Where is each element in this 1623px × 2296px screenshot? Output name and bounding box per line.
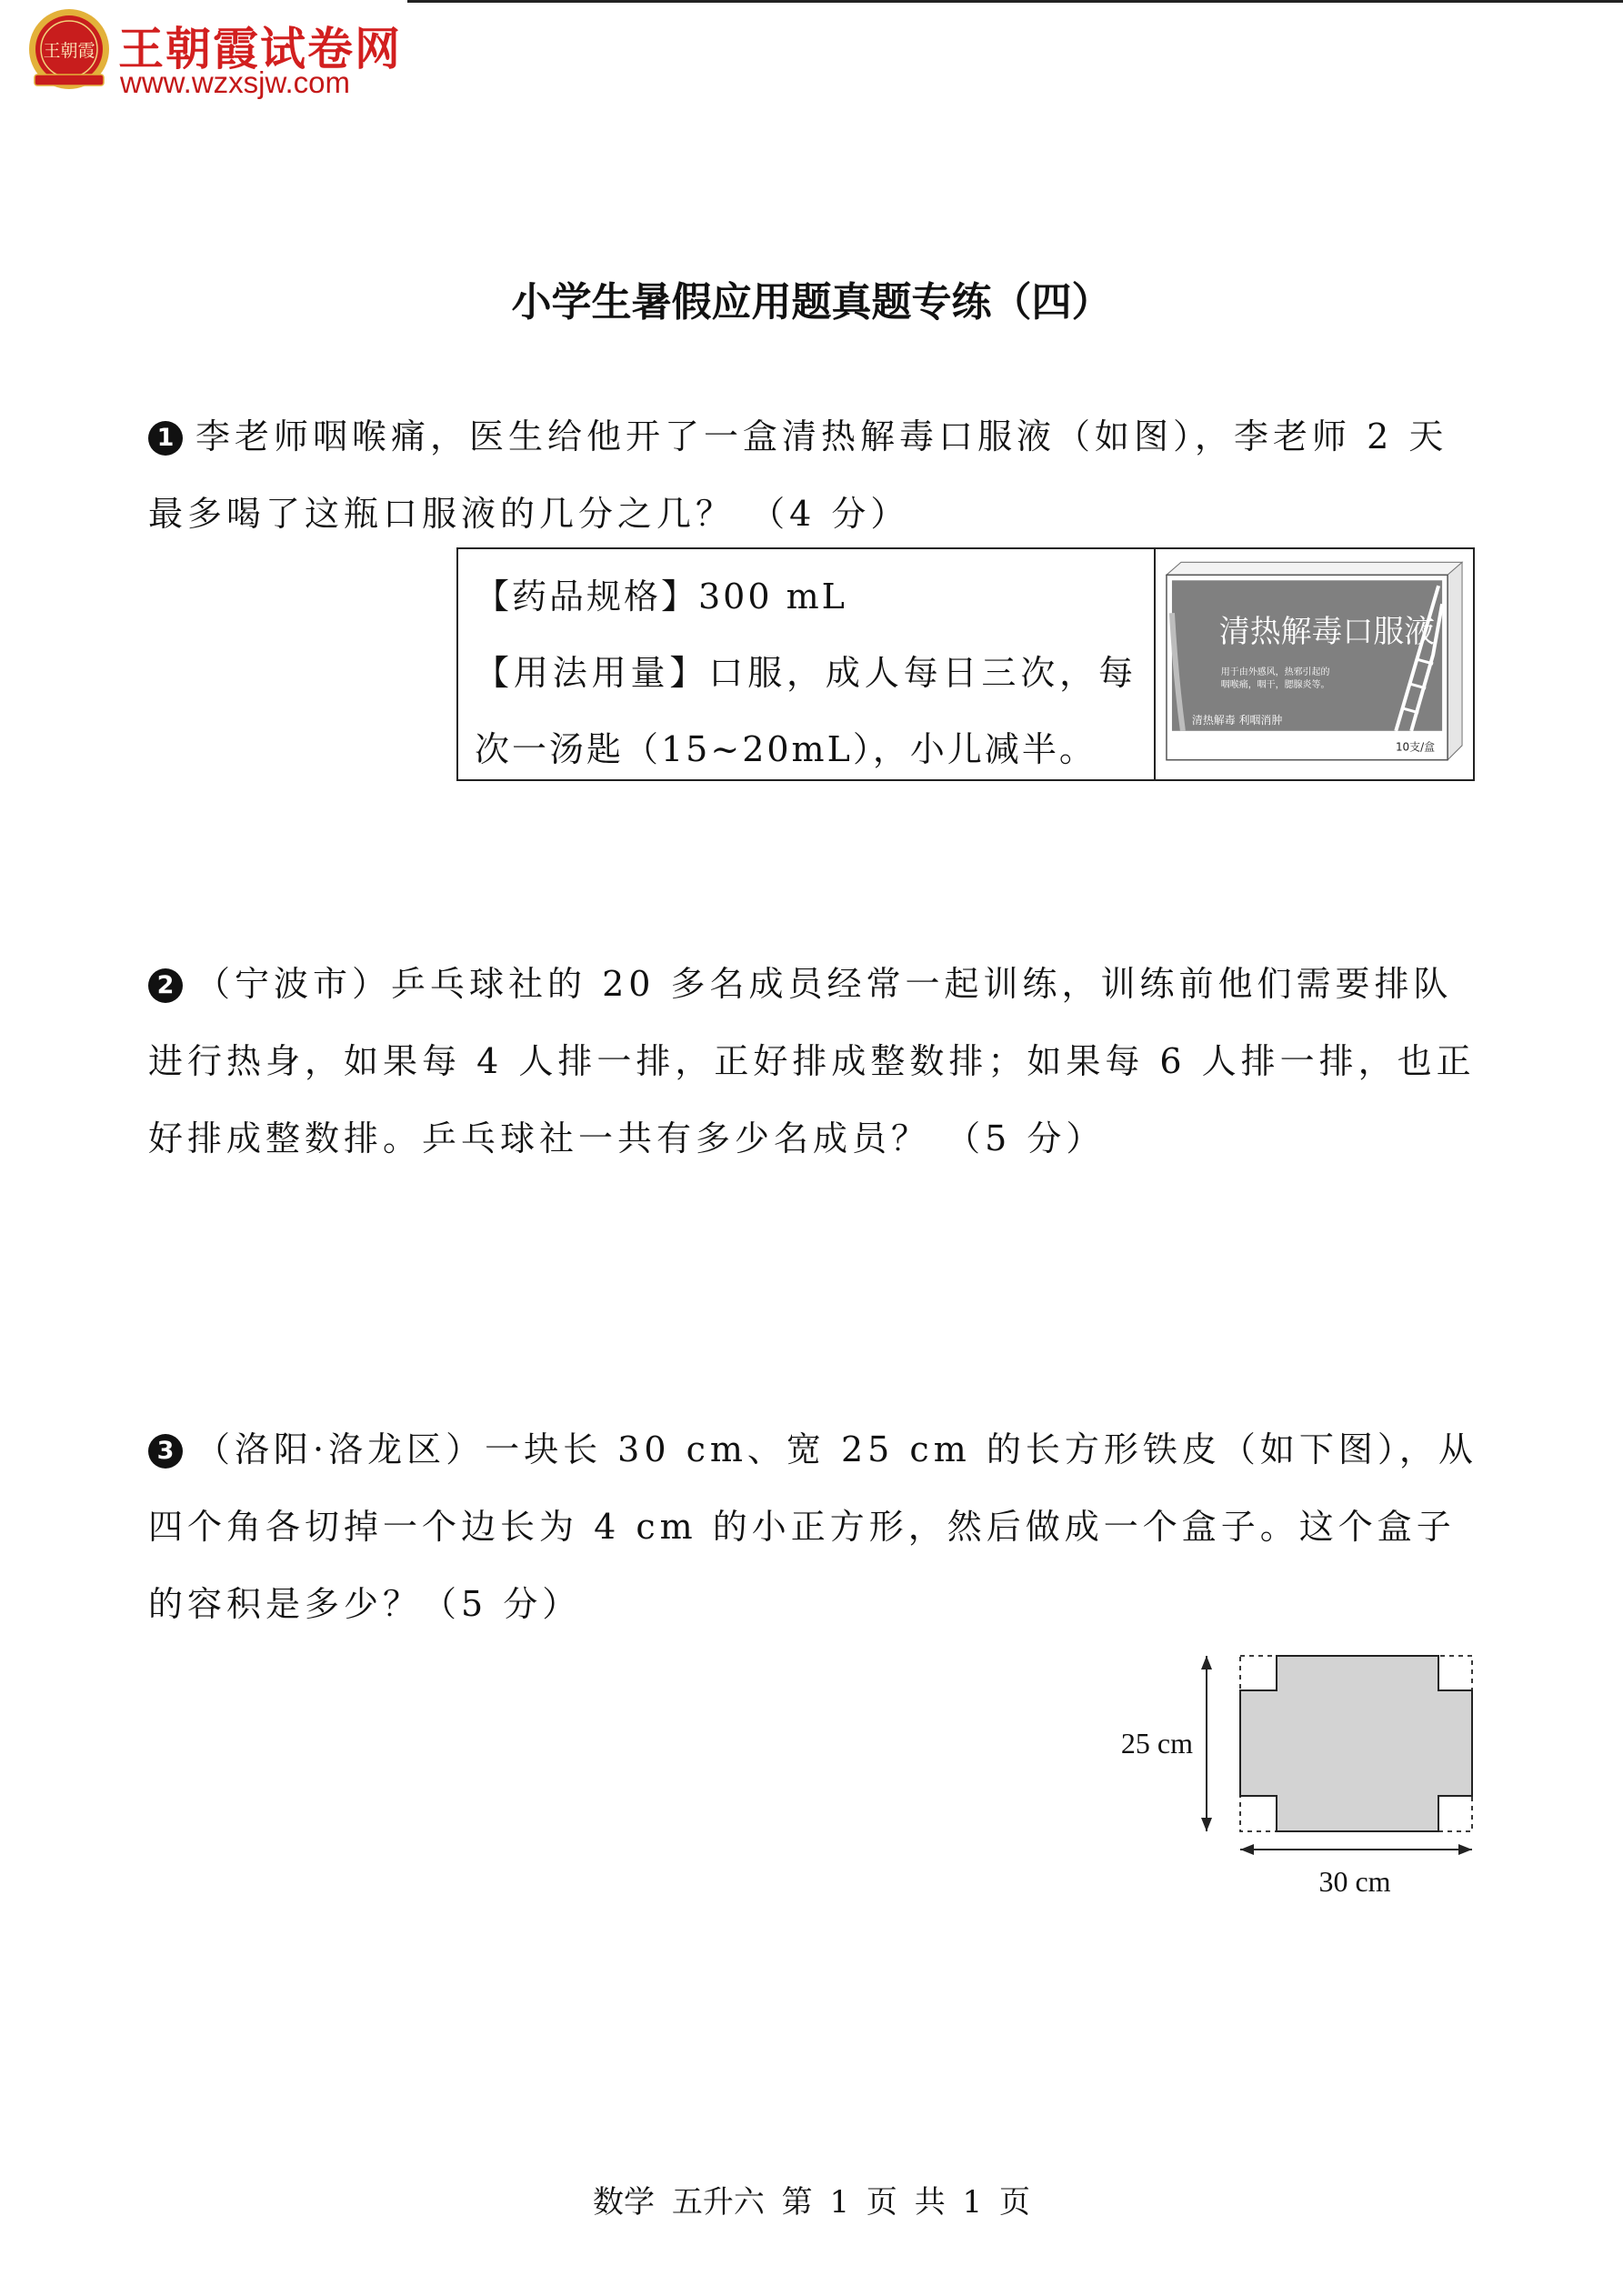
spec-line-1: 【药品规格】300 mL [475,577,847,617]
width-label: 25 cm [1120,1727,1193,1760]
question-3 [148,1411,1485,1643]
spec-image-cell [1156,549,1473,779]
question-number-3: 3 [148,1434,183,1469]
question-number-1: 1 [148,421,183,456]
medicine-spec-table [456,547,1475,781]
question-text-1: 李老师咽喉痛，医生给他开了一盒清热解毒口服液（如图），李老师 2 天最多喝了这瓶口服液的几分之几？ （4 分） [148,416,1448,534]
question-text-3: （洛阳·洛龙区）一块长 30 cm、宽 25 cm 的长方形铁皮（如下图），从四个角各切掉一个边长为 4 cm 的小正方形，然后做成一个盒子。这个盒子的容积是多少？（5 分） [148,1429,1478,1624]
box-count-label: 10支/盒 [1395,740,1436,754]
box-effect-text: 清热解毒 利咽消肿 [1191,713,1283,727]
length-label: 30 cm [1318,1865,1391,1898]
box-description-1: 用于由外感风，热邪引起的 [1220,667,1330,677]
question-1 [148,398,1485,553]
question-text-2: （宁波市）乒乓球社的 20 多名成员经常一起训练，训练前他们需要排队进行热身，如果每 4 人排一排，正好排成整数排；如果每 6 人排一排，也正好排成整数排。乒乓球社一共有多少名成员？ （5 分） [148,964,1476,1158]
box-description-2: 咽喉痛，咽干，腮腺炎等。 [1220,679,1330,690]
question-2 [148,946,1485,1178]
brand-seal-icon [27,7,111,91]
page-title: 小学生暑假应用题真题专练（四） [511,279,1112,326]
page-footer: 数学 五升六 第 1 页 共 1 页 [593,2184,1030,2221]
box-product-name: 清热解毒口服液 [1218,614,1436,650]
brand-url: www.wzxsjw.com [120,65,351,99]
box-net-diagram [1109,1637,1491,1910]
spec-line-3: 次一汤匙（15~20mL），小儿减半。 [475,729,1097,769]
medicine-box-illustration [1156,549,1473,779]
spec-text-cell [458,549,1156,779]
question-number-2: 2 [148,968,183,1003]
spec-line-2: 【用法用量】口服，成人每日三次，每 [475,653,1136,693]
brand-name: 王朝霞试卷网 [118,23,402,75]
header-rule [407,0,1623,3]
seal-text: 王朝霞 [43,41,95,61]
